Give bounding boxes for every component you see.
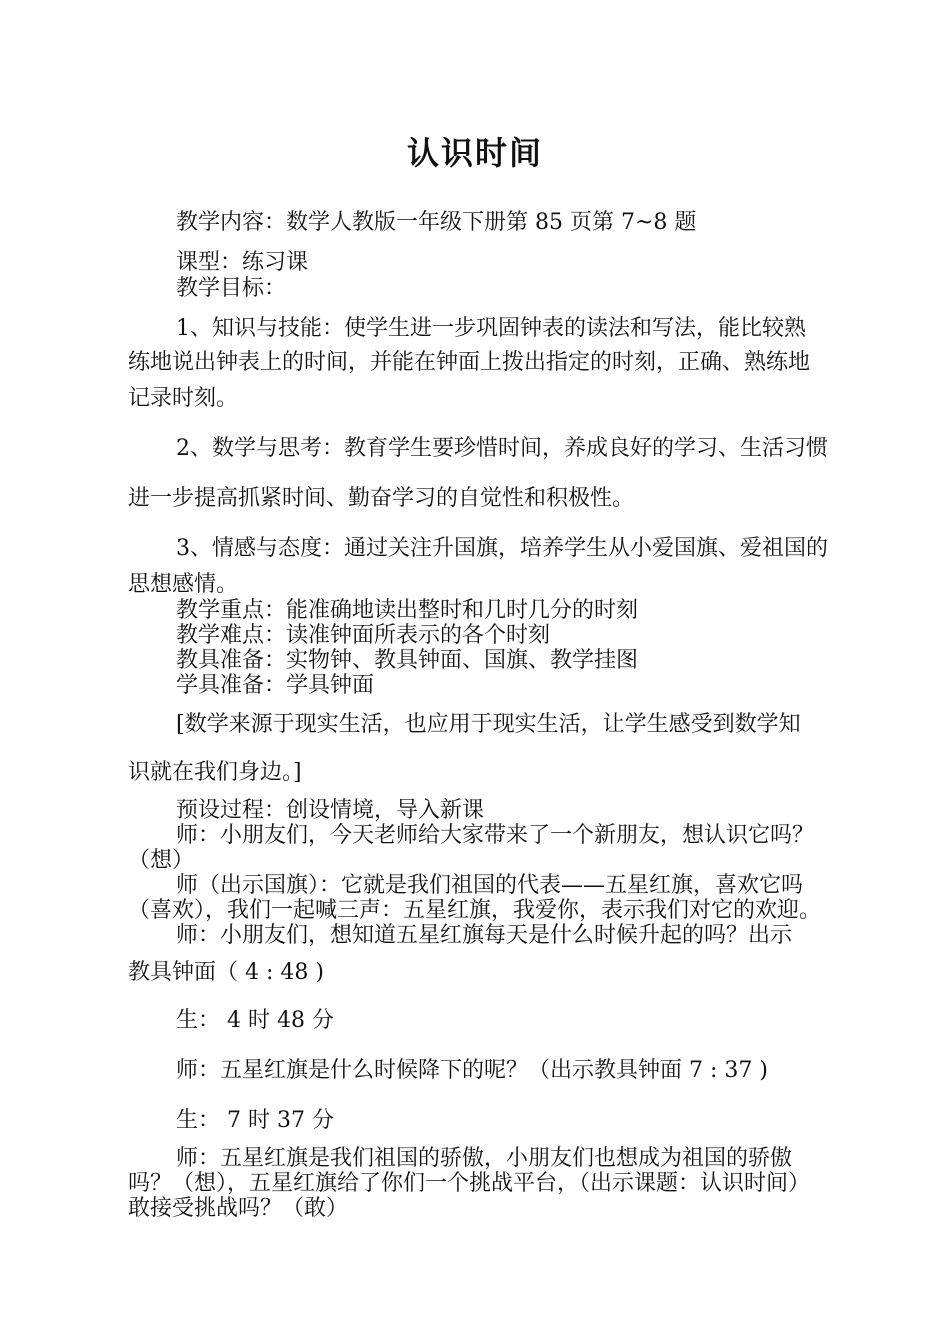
closing-line-2: 吗？（想），五星红旗给了你们一个挑战平台，（出示课题：认识时间）	[128, 1171, 811, 1196]
note-line-2: 识就在我们身边。]	[128, 760, 302, 785]
teaching-goals-heading: 教学目标：	[176, 276, 287, 301]
goal-3-line-2: 思想感情。	[128, 572, 239, 597]
dialog-line-5: 师：小朋友们，想知道五星红旗每天是什么时候升起的吗？出示	[176, 923, 793, 948]
closing-line-1: 师：五星红旗是我们祖国的骄傲，小朋友们也想成为祖国的骄傲	[176, 1146, 793, 1171]
student-answer-2: 生： 7 时 37 分	[176, 1108, 334, 1133]
difficulty-line: 教学难点：读准钟面所表示的各个时刻	[176, 623, 551, 648]
note-line-1: [数学来源于现实生活，也应用于现实生活，让学生感受到数学知	[176, 712, 801, 737]
student-answer-1: 生： 4 时 48 分	[176, 1008, 334, 1033]
goal-3-line-1: 3、情感与态度：通过关注升国旗，培养学生从小爱国旗、爱祖国的	[176, 536, 828, 561]
key-point-line: 教学重点：能准确地读出整时和几时几分的时刻	[176, 598, 639, 623]
goal-2-line-2: 进一步提高抓紧时间、勤奋学习的自觉性和积极性。	[128, 486, 635, 511]
goal-1-line-2: 练地说出钟表上的时间，并能在钟面上拨出指定的时刻，正确、熟练地	[128, 350, 811, 375]
dialog-line-6: 教具钟面（ 4 : 48 )	[128, 960, 324, 985]
teaching-content-line: 教学内容：数学人教版一年级下册第 85 页第 7~8 题	[176, 210, 697, 235]
dialog-line-3: 师（出示国旗）：它就是我们祖国的代表——五星红旗，喜欢它吗	[176, 873, 804, 898]
student-aids-line: 学具准备：学具钟面	[176, 673, 375, 698]
teaching-aids-line: 教具准备：实物钟、教具钟面、国旗、教学挂图	[176, 648, 639, 673]
dialog-line-2: （想）	[128, 848, 195, 873]
process-heading: 预设过程：创设情境，导入新课	[176, 798, 485, 823]
document-title: 认识时间	[406, 134, 543, 172]
teacher-question-2: 师：五星红旗是什么时候降下的呢？（出示教具钟面 7 : 37 )	[176, 1058, 768, 1083]
goal-1-line-3: 记录时刻。	[128, 386, 239, 411]
goal-2-line-1: 2、数学与思考：教育学生要珍惜时间，养成良好的学习、生活习惯	[176, 436, 828, 461]
lesson-type-line: 课型：练习课	[176, 250, 309, 275]
dialog-line-4: （喜欢），我们一起喊三声：五星红旗，我爱你，表示我们对它的欢迎。	[128, 898, 822, 923]
dialog-line-1: 师：小朋友们，今天老师给大家带来了一个新朋友，想认识它吗？	[176, 823, 815, 848]
goal-1-line-1: 1、知识与技能：使学生进一步巩固钟表的读法和写法，能比较熟	[176, 316, 806, 341]
closing-line-3: 敢接受挑战吗？（敢）	[128, 1196, 349, 1221]
